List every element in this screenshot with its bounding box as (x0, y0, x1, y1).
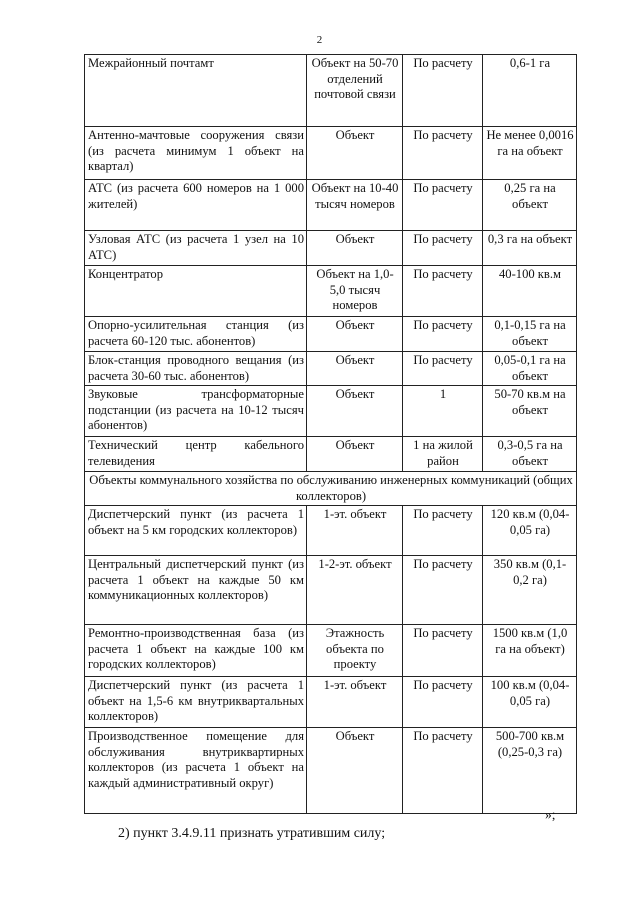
table-row (85, 386, 577, 437)
calc-cell: 1 (403, 386, 483, 437)
area-cell: 40-100 кв.м (483, 266, 577, 317)
object-name-cell: Опорно-усилительная станция (из расчета 60-120 тыс. абонентов) (85, 317, 307, 352)
table-row (85, 556, 577, 625)
object-name-cell: Диспетчерский пункт (из расчета 1 объект на 5 км городских коллекторов) (85, 506, 307, 556)
area-cell: 1500 кв.м (1,0 га на объект) (483, 625, 577, 677)
object-name-cell: Центральный диспетчерский пункт (из расчета 1 объект на каждые 50 км коммуникационных коллекторов) (85, 556, 307, 625)
amendment-paragraph: 2) пункт 3.4.9.11 признать утратившим силу; (118, 826, 386, 841)
calc-cell: По расчету (403, 180, 483, 231)
area-cell: 0,05-0,1 га на объект (483, 352, 577, 386)
calc-cell: По расчету (403, 127, 483, 180)
calc-cell: По расчету (403, 728, 483, 814)
area-cell: Не менее 0,0016 га на объект (483, 127, 577, 180)
table-row (85, 127, 577, 180)
table-row (85, 231, 577, 266)
table-row (85, 625, 577, 677)
area-cell: 0,25 га на объект (483, 180, 577, 231)
closing-quote: »; (545, 807, 556, 822)
object-name-cell: Технический центр кабельного телевидения (85, 437, 307, 472)
unit-cell: Объект на 1,0-5,0 тысяч номеров (307, 266, 403, 317)
calc-cell: По расчету (403, 556, 483, 625)
unit-cell: Объект (307, 437, 403, 472)
table-row (85, 352, 577, 386)
unit-cell: Объект на 10-40 тысяч номеров (307, 180, 403, 231)
object-name-cell: Производственное помещение для обслуживания внутриквартирных коллекторов (из расчета 1 объект на каждый административный округ) (85, 728, 307, 814)
unit-cell: Объект (307, 231, 403, 266)
calc-cell: По расчету (403, 231, 483, 266)
calc-cell: По расчету (403, 266, 483, 317)
table-row (85, 266, 577, 317)
unit-cell: Объект (307, 127, 403, 180)
calc-cell: По расчету (403, 317, 483, 352)
calc-cell: По расчету (403, 625, 483, 677)
area-cell: 120 кв.м (0,04-0,05 га) (483, 506, 577, 556)
object-name-cell: Узловая АТС (из расчета 1 узел на 10 АТС) (85, 231, 307, 266)
unit-cell: 1-2-эт. объект (307, 556, 403, 625)
object-name-cell: Диспетчерский пункт (из расчета 1 объект на 1,5-6 км внутриквартальных коллекторов) (85, 677, 307, 728)
table-row (85, 180, 577, 231)
unit-cell: Объект на 50-70 отделений почтовой связи (307, 55, 403, 127)
area-cell: 0,3-0,5 га на объект (483, 437, 577, 472)
norms-table (84, 54, 577, 814)
object-name-cell: Антенно-мачтовые сооружения связи (из расчета минимум 1 объект на квартал) (85, 127, 307, 180)
calc-cell: По расчету (403, 55, 483, 127)
table-row (85, 55, 577, 127)
table-row (85, 506, 577, 556)
section-heading: Объекты коммунального хозяйства по обслуживанию инженерных коммуникаций (общих коллекторов) (85, 472, 577, 506)
area-cell: 500-700 кв.м (0,25-0,3 га) (483, 728, 577, 814)
unit-cell: Объект (307, 352, 403, 386)
unit-cell: Этажность объекта по проекту (307, 625, 403, 677)
object-name-cell: Звуковые трансформаторные подстанции (из расчета на 10-12 тысяч абонентов) (85, 386, 307, 437)
table-row (85, 728, 577, 814)
page-number: 2 (316, 34, 323, 46)
area-cell: 0,3 га на объект (483, 231, 577, 266)
calc-cell: По расчету (403, 677, 483, 728)
table-row (85, 437, 577, 472)
object-name-cell: Межрайонный почтамт (85, 55, 307, 127)
table-row (85, 677, 577, 728)
object-name-cell: Концентратор (85, 266, 307, 317)
object-name-cell: Блок-станция проводного вещания (из расчета 30-60 тыс. абонентов) (85, 352, 307, 386)
calc-cell: 1 на жилой район (403, 437, 483, 472)
object-name-cell: Ремонтно-производственная база (из расчета 1 объект на каждые 100 км городских коллекторов) (85, 625, 307, 677)
area-cell: 100 кв.м (0,04-0,05 га) (483, 677, 577, 728)
unit-cell: 1-эт. объект (307, 677, 403, 728)
area-cell: 0,6-1 га (483, 55, 577, 127)
table-body-top (85, 55, 577, 814)
area-cell: 350 кв.м (0,1-0,2 га) (483, 556, 577, 625)
unit-cell: Объект (307, 728, 403, 814)
area-cell: 50-70 кв.м на объект (483, 386, 577, 437)
unit-cell: 1-эт. объект (307, 506, 403, 556)
table-row (85, 317, 577, 352)
unit-cell: Объект (307, 317, 403, 352)
object-name-cell: АТС (из расчета 600 номеров на 1 000 жителей) (85, 180, 307, 231)
calc-cell: По расчету (403, 506, 483, 556)
area-cell: 0,1-0,15 га на объект (483, 317, 577, 352)
section-heading-row (85, 472, 577, 506)
calc-cell: По расчету (403, 352, 483, 386)
unit-cell: Объект (307, 386, 403, 437)
